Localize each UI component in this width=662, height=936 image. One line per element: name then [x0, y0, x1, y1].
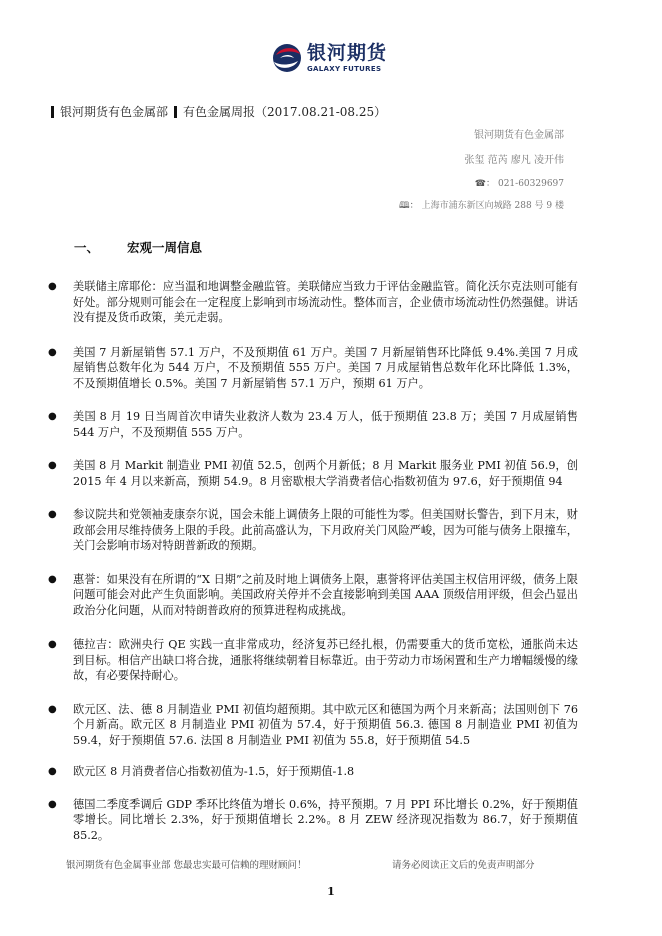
news-bullet-item: ● 德国二季度季调后 GDP 季环比终值为增长 0.6%，持平预期。7 月 PPI 环比增长 0.2%，好于预期值零增长。同比增长 2.3%，好于预期值增长 2.2%。8 月 ZEW 经济现况指数为 86.7，好于预期值 85.2。: [48, 797, 578, 844]
logo-name-en: GALAXY FUTURES: [307, 64, 382, 73]
header-bar-marker: [51, 106, 54, 118]
section-number: 一、: [74, 240, 100, 255]
contact-address-text: 上海市浦东新区向城路 288 号 9 楼: [421, 201, 564, 211]
news-bullet-item: ● 欧元区、法、德 8 月制造业 PMI 初值均超预期。其中欧元区和德国为两个月来新高；法国则创下 76 个月新高。欧元区 8 月制造业 PMI 初值为 57.4，好于预期值 56.3. 德国 8 月制造业 PMI 初值为 59.4，好于预期值 57.6. 法国 8 月制造业 PMI 初值为 55.8，好于预期值 54.5: [48, 702, 578, 749]
contact-address: [399, 198, 564, 214]
footer-slogan: 银河期货有色金属事业部 您最忠实最可信赖的理财顾问！: [66, 860, 307, 871]
contact-phone: [475, 176, 564, 189]
galaxy-logo-icon: [271, 42, 303, 74]
news-bullet-item: ● 美国 8 月 Markit 制造业 PMI 初值 52.5，创两个月新低；8 月 Markit 服务业 PMI 初值 56.9，创 2015 年 4 月以来新高，预期 54.9。8 月密歇根大学消费者信心指数初值为 97.6，好于预期值 94: [48, 458, 578, 489]
news-bullet-item: ● 美联储主席耶伦：应当温和地调整金融监管。美联储应当致力于评估金融监管。简化沃尔克法则可能有好处。部分规则可能会在一定程度上影响到市场流动性。整体而言，企业债市场流动性仍然强健。讲话没有提及货币政策，美元走弱。: [48, 279, 578, 326]
logo-name-cn: 银河期货: [307, 41, 388, 64]
address-book-icon: 🕮：: [399, 201, 419, 211]
news-bullet-item: ● 美国 8 月 19 日当周首次申请失业救济人数为 23.4 万人，低于预期值 23.8 万；美国 7 月成屋销售 544 万户，不及预期值 555 万户。: [48, 409, 578, 440]
macro-news-list: [48, 279, 578, 843]
news-bullet-item: ● 惠誉：如果没有在所谓的“X 日期”之前及时地上调债务上限，惠誉将评估美国主权信用评级，债务上限问题可能会对此产生负面影响。美国政府关停并不会直接影响到美国 AAA 顶级信用评级，但会凸显出政治分化问题，从而对特朗普政府的预算进程构成挑战。: [48, 572, 578, 619]
header-report-title: 有色金属周报（2017.08.21-08.25）: [183, 105, 387, 119]
contact-phone-number: 021-60329697: [497, 179, 564, 189]
report-header: [51, 103, 386, 120]
header-dept: 银河期货有色金属部: [60, 105, 169, 119]
contact-dept: 银河期货有色金属部: [474, 130, 564, 141]
news-bullet-item: ● 欧元区 8 月消费者信心指数初值为-1.5，好于预期值-1.8: [48, 764, 578, 780]
news-bullet-item: ● 美国 7 月新屋销售 57.1 万户，不及预期值 61 万户。美国 7 月新屋销售环比降低 9.4%.美国 7 月成屋销售总数年化为 544 万户，不及预期值 555 万户。美国 7 月成屋销售总数年化环比降低 1.3%，不及预期值增长 0.5%。美国 7 月新屋销售 57.1 万户，预期 61 万户。: [48, 345, 578, 392]
footer-disclaimer-note: 请务必阅读正文后的免责声明部分: [392, 860, 535, 871]
section-heading: [74, 238, 202, 256]
phone-icon: ☎：: [474, 179, 495, 189]
section-title: 宏观一周信息: [127, 240, 203, 255]
news-bullet-item: ● 德拉吉：欧洲央行 QE 实践一直非常成功，经济复苏已经扎根，仍需要重大的货币宽松，通胀尚未达到目标。相信产出缺口将合拢，通胀将继续朝着目标靠近。由于劳动力市场闲置和生产力增幅缓慢的缘故，有必要保持耐心。: [48, 637, 578, 684]
news-bullet-item: ● 参议院共和党领袖麦康奈尔说，国会未能上调债务上限的可能性为零。但美国财长警告，到下月末，财政部会用尽维持债务上限的手段。此前高盛认为，下月政府关门风险严峻，因为可能与债务上限撞车，关门会影响市场对特朗普新政的预期。: [48, 507, 578, 554]
company-logo: [271, 41, 387, 75]
contact-analysts: 张玺 范芮 廖凡 凌开伟: [464, 155, 564, 166]
header-bar-marker: [174, 106, 177, 118]
page-number: 1: [327, 885, 335, 898]
